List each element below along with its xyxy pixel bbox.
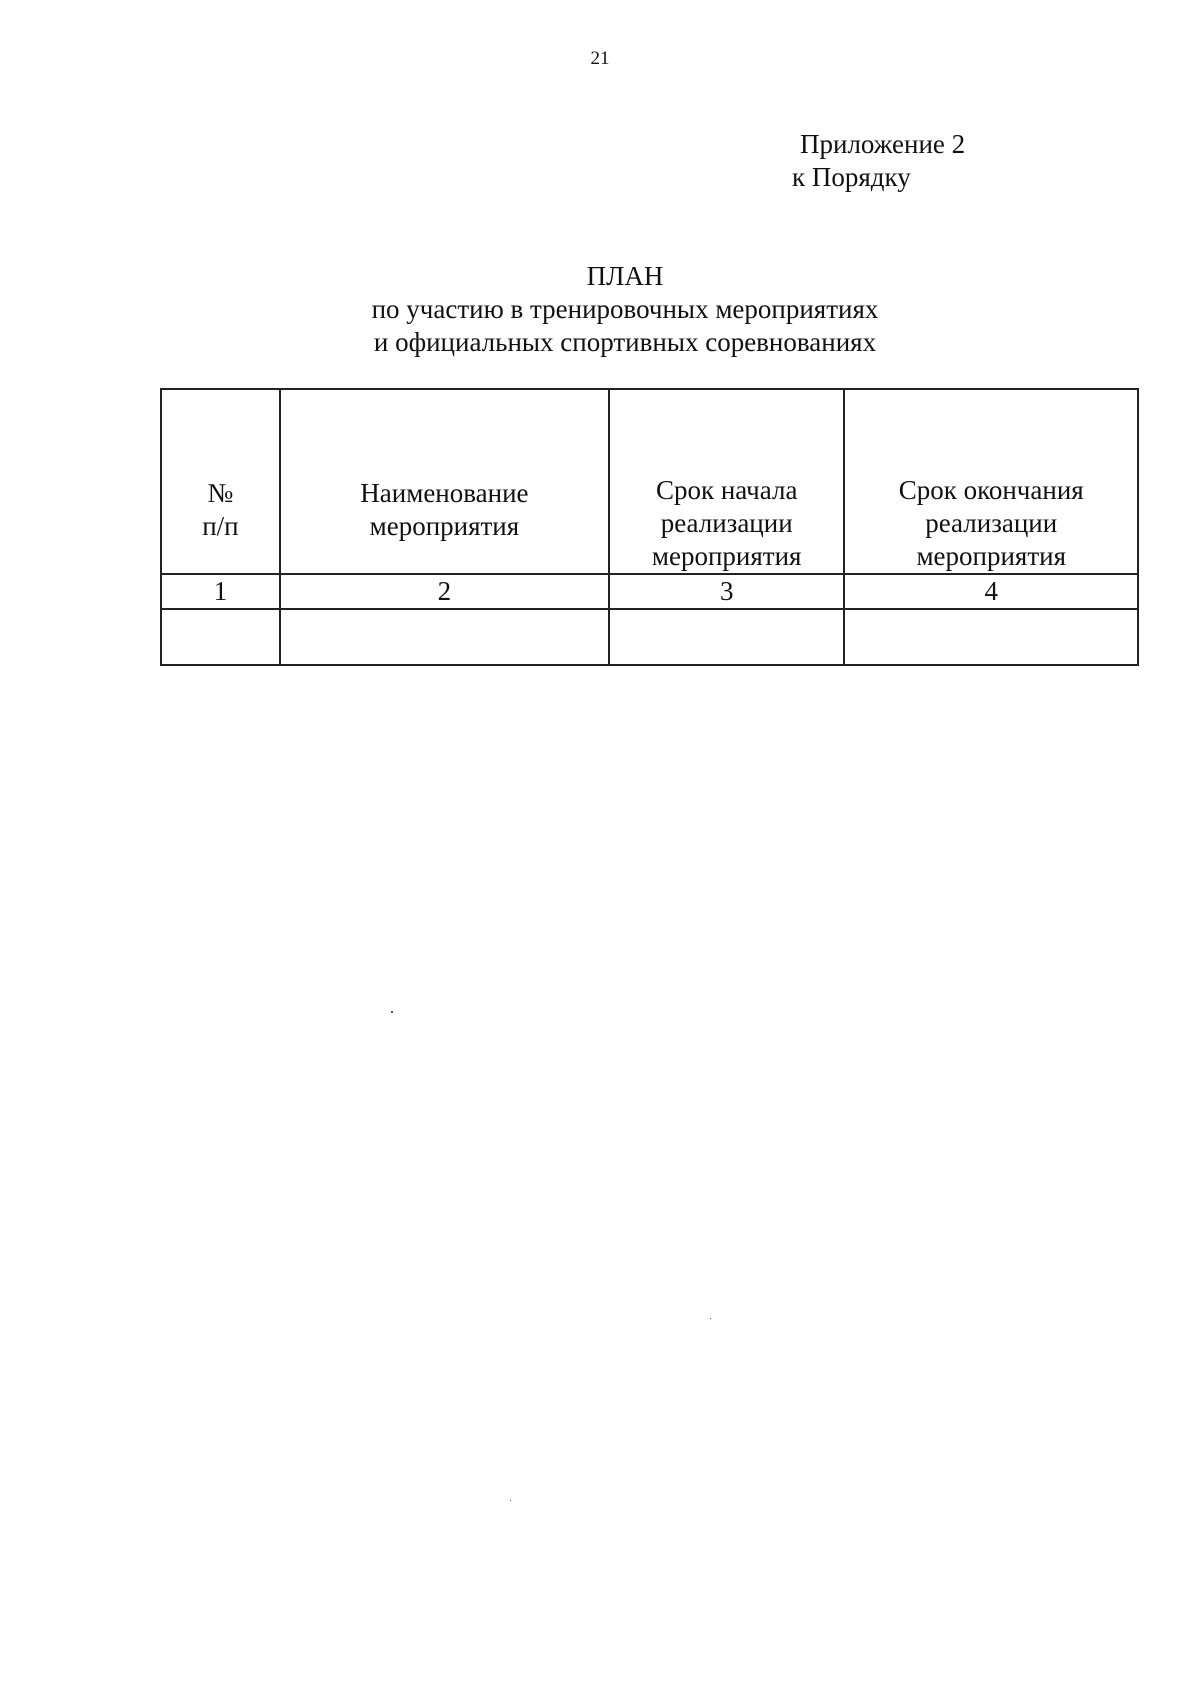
appendix-reference (792, 128, 966, 194)
header-line: № (207, 478, 234, 508)
header-line: реализации (925, 508, 1058, 538)
table-row (161, 609, 1138, 665)
table-cell (844, 609, 1138, 665)
header-line: мероприятия (916, 541, 1066, 571)
column-number-cell: 1 (161, 574, 280, 609)
header-cell-number (161, 389, 280, 574)
scan-speck (391, 1011, 393, 1013)
title-main: ПЛАН (586, 261, 664, 291)
table-header-row (161, 389, 1138, 574)
title-line-3: и официальных спортивных соревнованиях (373, 327, 877, 357)
table-cell (280, 609, 609, 665)
appendix-line-1: Приложение 2 (800, 129, 966, 159)
header-line: мероприятия (651, 541, 802, 571)
column-number-cell: 2 (280, 574, 609, 609)
appendix-line-2: к Порядку (792, 162, 911, 192)
title-line-2: по участию в тренировочных мероприятиях (371, 294, 879, 324)
header-line: реализации (660, 508, 793, 538)
header-line: мероприятия (369, 511, 520, 541)
table-cell (161, 609, 280, 665)
header-line: Срок начала (655, 475, 798, 505)
table-cell (609, 609, 844, 665)
scan-speck (710, 1318, 711, 1319)
document-title (0, 260, 1200, 359)
column-number-cell: 3 (609, 574, 844, 609)
scan-speck (510, 1500, 511, 1501)
header-line: Срок окончания (898, 475, 1084, 505)
header-line: Наименование (360, 478, 529, 508)
column-number-cell: 4 (844, 574, 1138, 609)
header-cell-end-date (844, 389, 1138, 574)
plan-table (160, 388, 1139, 666)
header-line: п/п (202, 511, 239, 541)
header-cell-name (280, 389, 609, 574)
header-cell-start-date (609, 389, 844, 574)
page-number: 21 (590, 48, 610, 69)
column-number-row (161, 574, 1138, 609)
